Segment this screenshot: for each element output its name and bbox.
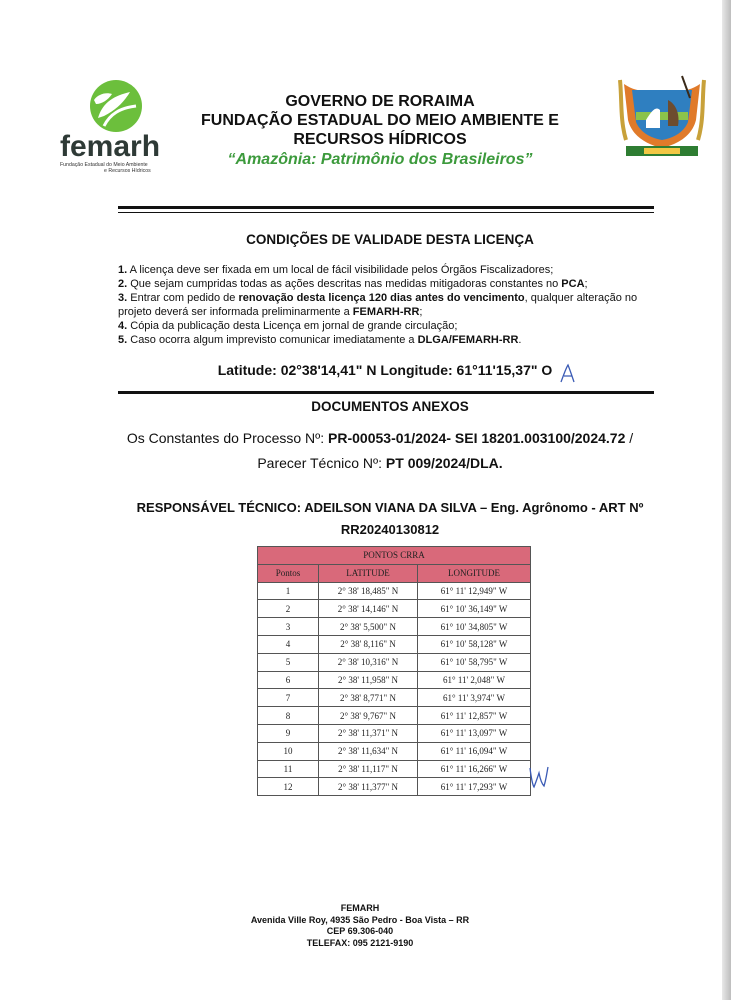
table-row [258, 618, 531, 636]
point-number: 10 [258, 742, 319, 760]
point-longitude: 61° 10' 36,149" W [418, 600, 531, 618]
point-latitude: 2° 38' 18,485" N [319, 582, 418, 600]
table-row [258, 582, 531, 600]
svg-text:femarh: femarh [60, 130, 161, 163]
table-title: PONTOS CRRA [258, 547, 531, 565]
point-latitude: 2° 38' 14,146" N [319, 600, 418, 618]
point-longitude: 61° 11' 3,974" W [418, 689, 531, 707]
table-row [258, 635, 531, 653]
header-divider-thick [118, 206, 654, 209]
point-number: 12 [258, 778, 319, 796]
condition-item-4: 4. Cópia da publicação desta Licença em jornal de grande circulação; [118, 320, 458, 332]
handwritten-signature-icon [527, 764, 551, 790]
page-edge-shadow [722, 0, 731, 1000]
table-row [258, 689, 531, 707]
letterhead [160, 92, 600, 171]
point-longitude: 61° 11' 16,094" W [418, 742, 531, 760]
crra-points-table [257, 546, 531, 796]
footer-street: Avenida Ville Roy, 4935 São Pedro - Boa Vista – RR [250, 914, 470, 925]
point-longitude: 61° 10' 58,795" W [418, 653, 531, 671]
point-longitude: 61° 10' 34,805" W [418, 618, 531, 636]
point-latitude: 2° 38' 11,117" N [319, 760, 418, 778]
point-number: 4 [258, 635, 319, 653]
point-number: 7 [258, 689, 319, 707]
section-divider [118, 391, 654, 394]
point-longitude: 61° 11' 12,949" W [418, 582, 531, 600]
point-longitude: 61° 11' 13,097" W [418, 724, 531, 742]
art-number: RR20240130812 [340, 522, 440, 537]
point-longitude: 61° 11' 12,857" W [418, 707, 531, 725]
roraima-coat-of-arms [616, 70, 708, 162]
point-longitude: 61° 11' 2,048" W [418, 671, 531, 689]
technical-opinion-line: Parecer Técnico Nº: PT 009/2024/DLA. [257, 455, 503, 471]
coat-of-arms-icon [616, 70, 708, 162]
slogan: “Amazônia: Patrimônio dos Brasileiros” [227, 151, 533, 168]
column-header-latitude: LATITUDE [319, 564, 418, 582]
header-divider-thin [118, 212, 654, 213]
table-row [258, 653, 531, 671]
point-longitude: 61° 10' 58,128" W [418, 635, 531, 653]
point-number: 6 [258, 671, 319, 689]
point-number: 3 [258, 618, 319, 636]
foundation-title-line1: FUNDAÇÃO ESTADUAL DO MEIO AMBIENTE E [201, 112, 559, 129]
point-latitude: 2° 38' 8,771" N [319, 689, 418, 707]
svg-text:Fundação Estadual do Meio Ambi: Fundação Estadual do Meio Ambiente [60, 162, 148, 168]
table-row [258, 707, 531, 725]
conditions-title: CONDIÇÕES DE VALIDADE DESTA LICENÇA [246, 232, 534, 247]
point-latitude: 2° 38' 11,634" N [319, 742, 418, 760]
license-coordinates: Latitude: 02°38'14,41" N Longitude: 61°11'15,37" O [217, 362, 553, 378]
footer-org: FEMARH [340, 903, 380, 913]
table-row [258, 600, 531, 618]
table-row [258, 778, 531, 796]
point-number: 1 [258, 582, 319, 600]
process-number-line: Os Constantes do Processo Nº: PR-00053-01/2024- SEI 18201.003100/2024.72 / [126, 430, 634, 446]
table-body [258, 582, 531, 796]
footer-cep: CEP 69.306-040 [326, 926, 394, 936]
table-row [258, 671, 531, 689]
annexes-title: DOCUMENTOS ANEXOS [311, 399, 469, 414]
footer-phone: TELEFAX: 095 2121-9190 [306, 937, 414, 948]
point-number: 9 [258, 724, 319, 742]
point-latitude: 2° 38' 10,316" N [319, 653, 418, 671]
point-number: 2 [258, 600, 319, 618]
table-title-row [258, 547, 531, 565]
point-number: 8 [258, 707, 319, 725]
condition-item-2: 2. Que sejam cumpridas todas as ações descritas nas medidas mitigadoras constantes no PCA; [118, 278, 588, 290]
point-latitude: 2° 38' 11,377" N [319, 778, 418, 796]
table-row [258, 760, 531, 778]
point-latitude: 2° 38' 9,767" N [319, 707, 418, 725]
point-latitude: 2° 38' 5,500" N [319, 618, 418, 636]
table-row [258, 742, 531, 760]
point-number: 5 [258, 653, 319, 671]
responsible-technician-line1: RESPONSÁVEL TÉCNICO: ADEILSON VIANA DA SILVA – Eng. Agrônomo - ART Nº [136, 500, 644, 515]
condition-item-1: 1. A licença deve ser fixada em um local de fácil visibilidade pelos Órgãos Fiscalizadores; [118, 264, 554, 276]
point-longitude: 61° 11' 17,293" W [418, 778, 531, 796]
condition-item-5: 5. Caso ocorra algum imprevisto comunicar imediatamente a DLGA/FEMARH-RR. [118, 334, 522, 346]
conditions-list [118, 263, 658, 347]
point-latitude: 2° 38' 8,116" N [319, 635, 418, 653]
svg-text:e Recursos Hídricos: e Recursos Hídricos [104, 168, 151, 174]
foundation-title-line2: RECURSOS HÍDRICOS [293, 131, 467, 148]
table-row [258, 724, 531, 742]
point-latitude: 2° 38' 11,371" N [319, 724, 418, 742]
point-number: 11 [258, 760, 319, 778]
column-header-points: Pontos [258, 564, 319, 582]
table-header-row [258, 564, 531, 582]
point-longitude: 61° 11' 16,266" W [418, 760, 531, 778]
condition-item-3: 3. Entrar com pedido de renovação desta licença 120 dias antes do vencimento, qualquer alteração no projeto deverá ser informada preliminarmente a FEMARH-RR; [118, 292, 638, 318]
column-header-longitude: LONGITUDE [418, 564, 531, 582]
point-latitude: 2° 38' 11,958" N [319, 671, 418, 689]
government-title: GOVERNO DE RORAIMA [285, 93, 475, 110]
footer-address [200, 903, 520, 949]
handwritten-initial-icon [558, 362, 578, 386]
